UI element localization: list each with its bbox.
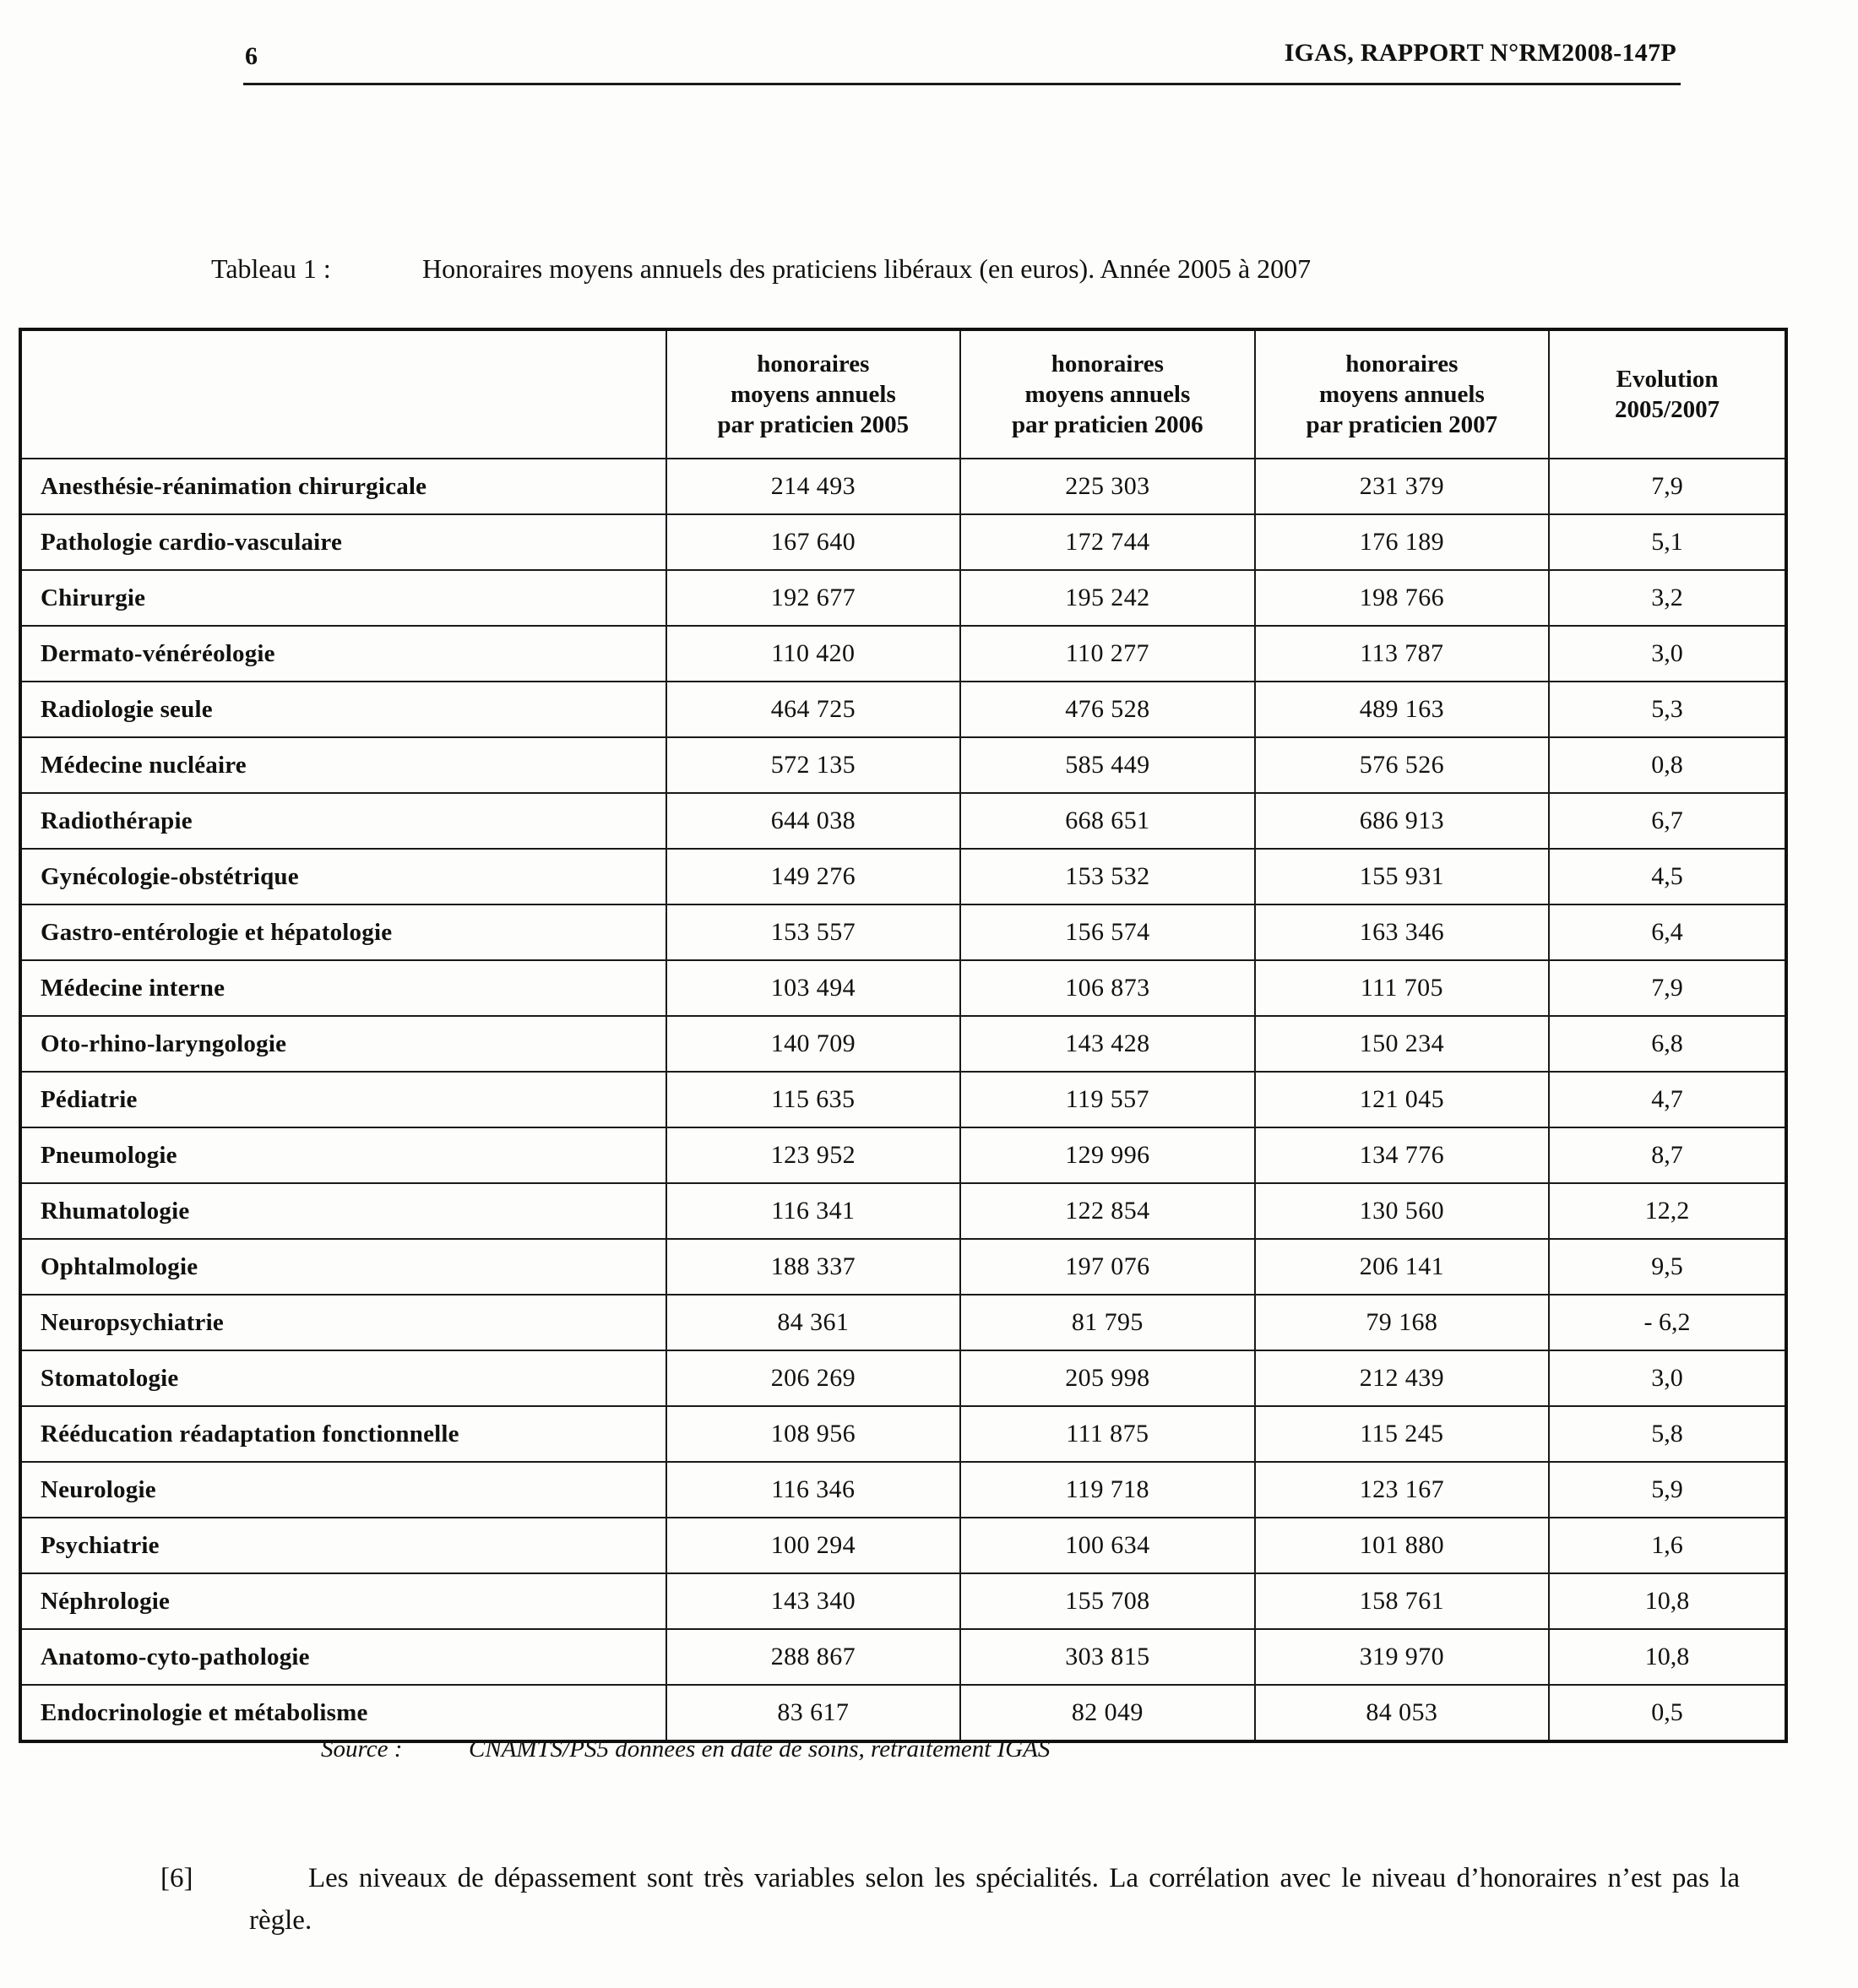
cell-2005: 167 640 xyxy=(666,514,961,570)
cell-evolution: 9,5 xyxy=(1549,1239,1786,1295)
cell-2005: 84 361 xyxy=(666,1295,961,1350)
table-row xyxy=(20,793,1786,849)
cell-2007: 212 439 xyxy=(1255,1350,1550,1406)
cell-evolution: 5,3 xyxy=(1549,682,1786,737)
paragraph-text-wrapper xyxy=(249,1858,1740,1942)
header-line-3: par praticien 2007 xyxy=(1306,411,1498,439)
table-row xyxy=(20,1406,1786,1462)
cell-2007: 84 053 xyxy=(1255,1685,1550,1741)
cell-2006: 155 708 xyxy=(960,1573,1255,1629)
cell-2005: 153 557 xyxy=(666,904,961,960)
cell-2005: 116 341 xyxy=(666,1183,961,1239)
header-line-2: moyens annuels xyxy=(1024,380,1191,408)
header-line-1: honoraires xyxy=(1051,350,1164,378)
honoraires-table-container xyxy=(19,328,1788,1743)
cell-2007: 198 766 xyxy=(1255,570,1550,626)
table-row xyxy=(20,1239,1786,1295)
cell-2007: 206 141 xyxy=(1255,1239,1550,1295)
cell-2005: 188 337 xyxy=(666,1239,961,1295)
cell-evolution: 7,9 xyxy=(1549,459,1786,514)
cell-evolution: 4,5 xyxy=(1549,849,1786,904)
cell-evolution: 0,8 xyxy=(1549,737,1786,793)
table-row xyxy=(20,459,1786,514)
table-row xyxy=(20,1573,1786,1629)
cell-specialty: Médecine nucléaire xyxy=(20,737,666,793)
cell-evolution: 6,8 xyxy=(1549,1016,1786,1072)
cell-evolution: 4,7 xyxy=(1549,1072,1786,1127)
header-line-2: moyens annuels xyxy=(1318,380,1485,408)
table-source xyxy=(321,1735,1050,1763)
header-line-2: moyens annuels xyxy=(730,380,896,408)
cell-2006: 143 428 xyxy=(960,1016,1255,1072)
cell-2005: 83 617 xyxy=(666,1685,961,1741)
cell-2005: 115 635 xyxy=(666,1072,961,1127)
cell-specialty: Chirurgie xyxy=(20,570,666,626)
paragraph-text: Les niveaux de dépassement sont très variables selon les spécialités. La corrélation avec le niveau d’honoraires n’est pas la règle. xyxy=(249,1863,1740,1936)
cell-evolution: 3,2 xyxy=(1549,570,1786,626)
cell-2006: 205 998 xyxy=(960,1350,1255,1406)
cell-2006: 82 049 xyxy=(960,1685,1255,1741)
cell-specialty: Anatomo-cyto-pathologie xyxy=(20,1629,666,1685)
table-row xyxy=(20,1016,1786,1072)
cell-evolution: 3,0 xyxy=(1549,626,1786,682)
cell-2007: 134 776 xyxy=(1255,1127,1550,1183)
table-row xyxy=(20,1183,1786,1239)
cell-evolution: 6,7 xyxy=(1549,793,1786,849)
cell-evolution: 5,8 xyxy=(1549,1406,1786,1462)
table-row xyxy=(20,682,1786,737)
cell-2006: 119 718 xyxy=(960,1462,1255,1518)
cell-2006: 156 574 xyxy=(960,904,1255,960)
table-row xyxy=(20,1295,1786,1350)
cell-2005: 149 276 xyxy=(666,849,961,904)
cell-specialty: Radiothérapie xyxy=(20,793,666,849)
header-line-1: honoraires xyxy=(757,350,870,378)
header-cell-evolution xyxy=(1549,329,1786,459)
cell-specialty: Stomatologie xyxy=(20,1350,666,1406)
cell-2006: 111 875 xyxy=(960,1406,1255,1462)
cell-2006: 129 996 xyxy=(960,1127,1255,1183)
cell-2007: 158 761 xyxy=(1255,1573,1550,1629)
table-body xyxy=(20,459,1786,1741)
cell-2005: 572 135 xyxy=(666,737,961,793)
cell-2007: 231 379 xyxy=(1255,459,1550,514)
cell-2006: 100 634 xyxy=(960,1518,1255,1573)
header-line-2: 2005/2007 xyxy=(1615,396,1720,423)
report-reference: IGAS, RAPPORT N°RM2008-147P xyxy=(1284,39,1676,67)
header-cell-2007 xyxy=(1255,329,1550,459)
cell-2005: 110 420 xyxy=(666,626,961,682)
cell-specialty: Ophtalmologie xyxy=(20,1239,666,1295)
cell-specialty: Psychiatrie xyxy=(20,1518,666,1573)
page-number: 6 xyxy=(245,42,258,70)
header-cell-2005 xyxy=(666,329,961,459)
cell-evolution: 5,9 xyxy=(1549,1462,1786,1518)
cell-2006: 122 854 xyxy=(960,1183,1255,1239)
table-row xyxy=(20,960,1786,1016)
cell-2006: 153 532 xyxy=(960,849,1255,904)
header-cell-2006 xyxy=(960,329,1255,459)
cell-evolution: 5,1 xyxy=(1549,514,1786,570)
cell-2006: 585 449 xyxy=(960,737,1255,793)
cell-2007: 319 970 xyxy=(1255,1629,1550,1685)
cell-2005: 644 038 xyxy=(666,793,961,849)
cell-2007: 489 163 xyxy=(1255,682,1550,737)
cell-2007: 163 346 xyxy=(1255,904,1550,960)
header-line-1: Evolution xyxy=(1616,365,1719,393)
cell-2005: 206 269 xyxy=(666,1350,961,1406)
cell-2005: 192 677 xyxy=(666,570,961,626)
cell-specialty: Radiologie seule xyxy=(20,682,666,737)
cell-2006: 119 557 xyxy=(960,1072,1255,1127)
cell-evolution: 0,5 xyxy=(1549,1685,1786,1741)
header-cell-specialty xyxy=(20,329,666,459)
table-row xyxy=(20,626,1786,682)
cell-2007: 79 168 xyxy=(1255,1295,1550,1350)
cell-2006: 476 528 xyxy=(960,682,1255,737)
cell-specialty: Endocrinologie et métabolisme xyxy=(20,1685,666,1741)
header-line-1: honoraires xyxy=(1345,350,1459,378)
cell-specialty: Rééducation réadaptation fonctionnelle xyxy=(20,1406,666,1462)
cell-2005: 214 493 xyxy=(666,459,961,514)
table-row xyxy=(20,1629,1786,1685)
cell-2006: 81 795 xyxy=(960,1295,1255,1350)
cell-evolution: 1,6 xyxy=(1549,1518,1786,1573)
table-caption xyxy=(211,253,1731,285)
table-row xyxy=(20,1072,1786,1127)
table-row xyxy=(20,1127,1786,1183)
cell-specialty: Médecine interne xyxy=(20,960,666,1016)
cell-specialty: Pneumologie xyxy=(20,1127,666,1183)
cell-2005: 288 867 xyxy=(666,1629,961,1685)
table-row xyxy=(20,737,1786,793)
cell-evolution: 10,8 xyxy=(1549,1629,1786,1685)
cell-2006: 172 744 xyxy=(960,514,1255,570)
cell-2006: 668 651 xyxy=(960,793,1255,849)
cell-specialty: Néphrologie xyxy=(20,1573,666,1629)
cell-evolution: 6,4 xyxy=(1549,904,1786,960)
cell-evolution: - 6,2 xyxy=(1549,1295,1786,1350)
cell-2005: 464 725 xyxy=(666,682,961,737)
cell-2005: 123 952 xyxy=(666,1127,961,1183)
cell-2007: 150 234 xyxy=(1255,1016,1550,1072)
cell-2005: 143 340 xyxy=(666,1573,961,1629)
table-caption-label: Tableau 1 : xyxy=(211,253,331,284)
cell-2005: 103 494 xyxy=(666,960,961,1016)
cell-specialty: Gastro-entérologie et hépatologie xyxy=(20,904,666,960)
cell-2007: 576 526 xyxy=(1255,737,1550,793)
cell-evolution: 12,2 xyxy=(1549,1183,1786,1239)
cell-2007: 115 245 xyxy=(1255,1406,1550,1462)
table-row xyxy=(20,514,1786,570)
cell-specialty: Neuropsychiatrie xyxy=(20,1295,666,1350)
cell-2005: 140 709 xyxy=(666,1016,961,1072)
cell-2007: 111 705 xyxy=(1255,960,1550,1016)
cell-evolution: 8,7 xyxy=(1549,1127,1786,1183)
cell-2005: 116 346 xyxy=(666,1462,961,1518)
table-header-row xyxy=(20,329,1786,459)
cell-2007: 123 167 xyxy=(1255,1462,1550,1518)
cell-2007: 121 045 xyxy=(1255,1072,1550,1127)
body-paragraph xyxy=(160,1858,1740,1942)
paragraph-marker: [6] xyxy=(160,1863,193,1893)
table-head xyxy=(20,329,1786,459)
header-line-3: par praticien 2006 xyxy=(1012,411,1203,439)
honoraires-table xyxy=(19,328,1788,1743)
cell-specialty: Pédiatrie xyxy=(20,1072,666,1127)
table-row xyxy=(20,1518,1786,1573)
cell-2006: 225 303 xyxy=(960,459,1255,514)
table-row xyxy=(20,1685,1786,1741)
cell-2006: 106 873 xyxy=(960,960,1255,1016)
cell-2005: 108 956 xyxy=(666,1406,961,1462)
cell-specialty: Dermato-vénéréologie xyxy=(20,626,666,682)
table-caption-text: Honoraires moyens annuels des praticiens libéraux (en euros). Année 2005 à 2007 xyxy=(422,253,1312,284)
cell-specialty: Anesthésie-réanimation chirurgicale xyxy=(20,459,666,514)
cell-specialty: Oto-rhino-laryngologie xyxy=(20,1016,666,1072)
table-row xyxy=(20,1350,1786,1406)
table-row xyxy=(20,849,1786,904)
page-header xyxy=(0,25,1858,84)
cell-2006: 197 076 xyxy=(960,1239,1255,1295)
cell-2006: 110 277 xyxy=(960,626,1255,682)
source-label: Source : xyxy=(321,1735,403,1763)
cell-evolution: 7,9 xyxy=(1549,960,1786,1016)
cell-evolution: 3,0 xyxy=(1549,1350,1786,1406)
table-row xyxy=(20,904,1786,960)
cell-specialty: Neurologie xyxy=(20,1462,666,1518)
cell-2006: 303 815 xyxy=(960,1629,1255,1685)
cell-specialty: Gynécologie-obstétrique xyxy=(20,849,666,904)
cell-specialty: Pathologie cardio-vasculaire xyxy=(20,514,666,570)
header-divider xyxy=(243,83,1681,85)
cell-2007: 155 931 xyxy=(1255,849,1550,904)
cell-2007: 686 913 xyxy=(1255,793,1550,849)
cell-2006: 195 242 xyxy=(960,570,1255,626)
table-row xyxy=(20,1462,1786,1518)
header-line-3: par praticien 2005 xyxy=(717,411,910,439)
cell-evolution: 10,8 xyxy=(1549,1573,1786,1629)
cell-2005: 100 294 xyxy=(666,1518,961,1573)
table-row xyxy=(20,570,1786,626)
source-text: CNAMTS/PS5 données en date de soins, retraitement IGAS xyxy=(469,1735,1051,1763)
cell-2007: 130 560 xyxy=(1255,1183,1550,1239)
cell-specialty: Rhumatologie xyxy=(20,1183,666,1239)
cell-2007: 176 189 xyxy=(1255,514,1550,570)
cell-2007: 101 880 xyxy=(1255,1518,1550,1573)
cell-2007: 113 787 xyxy=(1255,626,1550,682)
